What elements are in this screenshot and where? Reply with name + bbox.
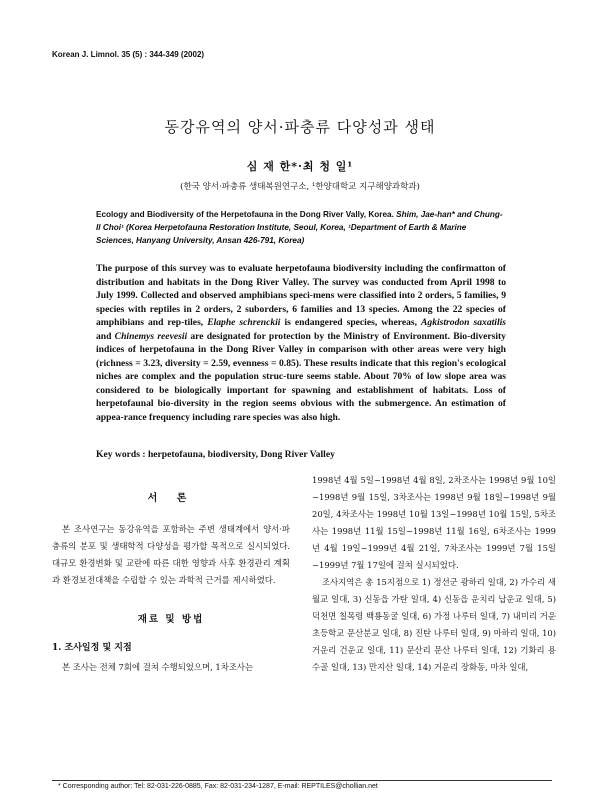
section-heading-introduction: 서 론 [147,493,195,504]
methods-paragraph: 본 조사는 전체 7회에 걸쳐 수행되었으며, 1차조사는 [62,662,254,672]
section-heading-methods: 재료 및 방법 [137,614,205,625]
survey-sites-paragraph: 조사지역은 총 15지점으로 1) 정선군 광하리 일대, 2) 가수리 새월교 일대, 3) 신동읍 가탄 일대, 4) 신동읍 운치리 납운교 일대, 5) 덕천면 칠목령 백룡동굴 일대, 6) 가정 나루터 일대, 7) 내미리 거운초등학교 문산분교 일대, 8) 진탄 나루터 일대, 9) 마하리 일대, 10) 거운리 건운교 일대, 11) 문산리 문산 나루터 일대, 12) 기화리 용수골 일대, 13) 만지산 일대, 14) 거운리 장화동, 마차 일대, [312,577,556,672]
english-title: Ecology and Biodiversity of the Herpetofauna in the Dong River Vally, Korea. [96,210,394,219]
abstract-text-3: and [96,330,112,342]
abstract-text-2: is endangered species, whereas, [284,317,418,328]
author-list: 심 재 한*·최 청 일¹ [246,160,354,173]
english-affiliation: (Korea Herpetofauna Restoration Institute, Seoul, Korea, ¹Department of Earth & Marine Sciences, Hanyang University, Ansan 426-791, Korea) [96,223,467,245]
subsection-heading: 1. 조사일정 및 지점 [52,643,132,653]
right-column [312,472,556,676]
corresponding-author-footnote: * Corresponding author: Tel: 82-031-226-0885, Fax: 82-031-234-1287, E-mail: REPTILES@chollian.net [58,783,378,790]
species-name: Agkistrodon saxatilis [421,317,507,328]
abstract [96,262,506,424]
introduction-paragraph: 본 조사연구는 동강유역을 포함하는 주변 생태계에서 양서·파충류의 분포 및 생태학적 다양성을 평가할 목적으로 실시되었다. 대규모 환경변화 및 교란에 따른 대한 영향과 사후 환경관리 계획과 환경보전대책을 수립할 수 있는 과학적 근거를 제시하였다. [52,524,290,585]
paper-title: 동강유역의 양서·파충류 다양성과 생태 [164,118,436,136]
affiliation-korean: (한국 양서·파충류 생태복원연구소, ¹한양대학교 지구해양과학과) [180,182,420,192]
footnote-divider [52,780,552,781]
survey-dates-paragraph: 1998년 4월 5일~1998년 4월 8일, 2차조사는 1998년 9월 10일~1998년 9월 15일, 3차조사는 1998년 9월 18일~1998년 9월 20일, 4차조사는 1998년 10월 13일~1998년 10월 15일, 5차조사는 1998년 11월 15일~1998년 11월 16일, 6차조사는 1999년 4월 19일~1999년 4월 21일, 7차조사는 1999년 7월 15일~1999년 7월 17일에 걸쳐 실시되었다. [312,475,556,570]
species-name: Chinemys reevesii [114,330,188,342]
journal-reference: Korean J. Limnol. 35 (5) : 344-349 (2002) [52,50,205,59]
english-citation-block [96,208,506,247]
english-authors: Shim, Jae-han* and Chung-Il Choi¹ [96,210,503,232]
keywords: Key words : herpetofauna, biodiversity, Dong River Valley [96,449,335,460]
abstract-text-4: are designated for protection by the Ministry of Environment. Bio-diversity indices of herpetofauna in the Dong River Valley in comparison with other areas were very high (richness = 3.23, diversity = 2.59, evenness = 0.85). These results indicate that this region's ecological niches are complex and the population struc-ture seems stable. About 70% of low slope area was considered to be biologically important for spawning and establishment of habitats. Loss of herpetofaunal bio-diversity in the region seems obvious with the submergence. An estimation of appea-rance frequency including rare species was also high. [96,330,506,423]
abstract-text-1: The purpose of this survey was to evaluate herpetofauna biodiversity including the confirmatton of distribution and habitats in the Dong River Valley. The survey was conducted from April 1998 to July 1999. Collected and observed amphibians speci-mens were classified into 2 orders, 5 families, 9 species with reptiles in 2 orders, 2 suborders, 6 families and 13 species. Among the 22 species of amphibians and rep-tiles, [96,263,506,328]
left-column [52,468,290,676]
species-name: Elaphe schrenckii [207,317,281,328]
